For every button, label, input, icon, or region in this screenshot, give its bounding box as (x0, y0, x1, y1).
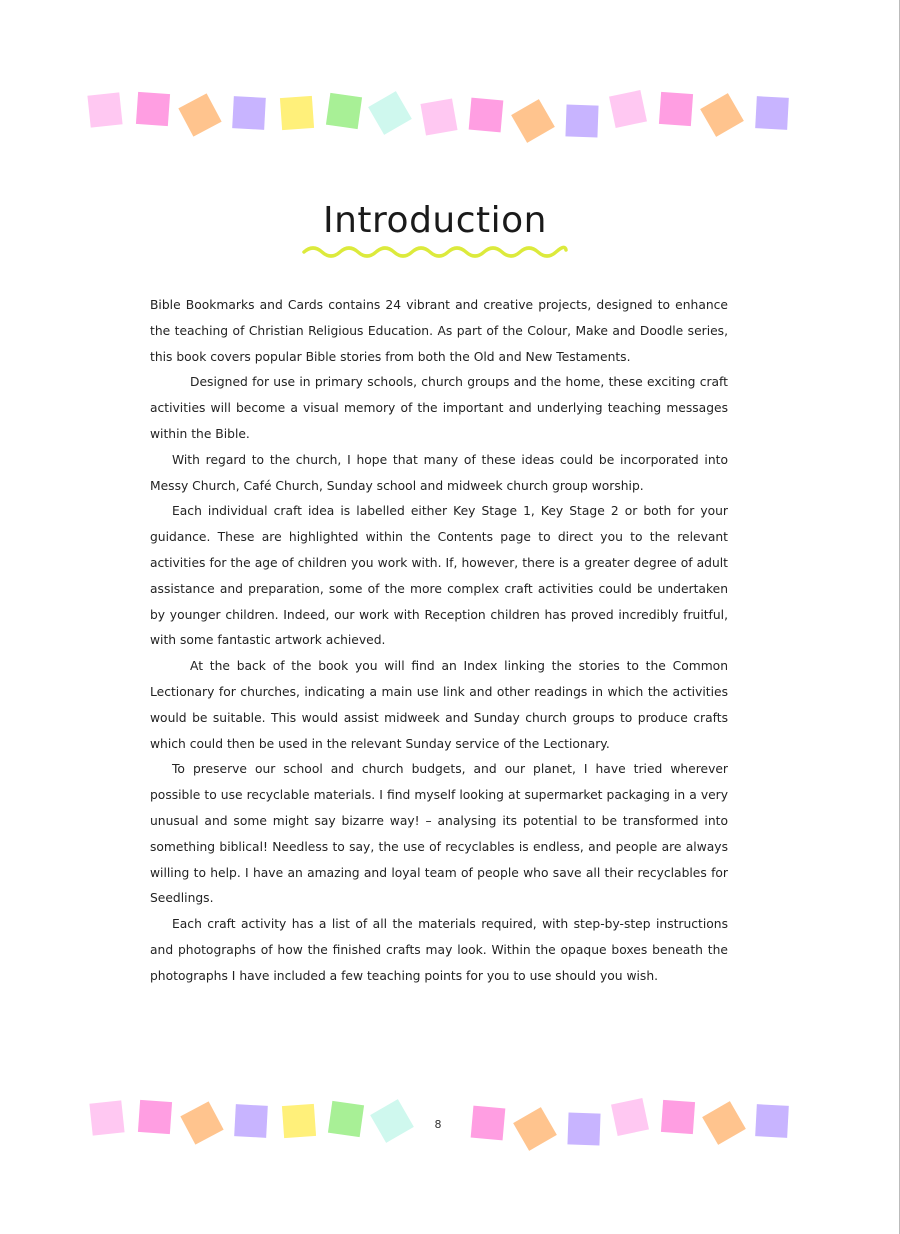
decor-square (513, 1107, 557, 1151)
intro-paragraph: To preserve our school and church budgets, and our planet, I have tried wherever possible to use recyclable materials. I find myself looking at supermarket packaging in a very unusual and some might say bizarre way! – analysing its potential to be transformed into something biblical! Needless to say, the use of recyclables is endless, and people are always willing to help. I have an amazing and loyal team of people who save all their recyclables for Seedlings. (150, 762, 728, 906)
top-square-border (0, 85, 900, 145)
decor-square (661, 1100, 695, 1134)
decor-square (282, 1104, 316, 1138)
decor-square (326, 93, 362, 129)
decor-square (87, 92, 122, 127)
decor-square (755, 96, 789, 130)
decor-square (370, 1099, 414, 1143)
intro-paragraph: Each individual craft idea is labelled either Key Stage 1, Key Stage 2 or both for your guidance. These are highlighted within the Contents page to direct you to the relevant activities for the age of children you work with. If, however, there is a greater degree of adult assistance and preparation, some of the more complex craft activities could be undertaken by younger children. Indeed, our work with Reception children has proved incredibly fruitful, with some fantastic artwork achieved. (150, 504, 728, 648)
decor-square (609, 90, 647, 128)
title-underline-squiggle (300, 240, 570, 260)
decor-square (180, 1101, 223, 1144)
decor-square (234, 1104, 268, 1138)
decor-square (136, 92, 170, 126)
decor-square (89, 1100, 124, 1135)
bottom-square-border (0, 1093, 900, 1153)
decor-square (471, 1106, 506, 1141)
page-title: Introduction (322, 200, 547, 241)
decor-square (565, 104, 598, 137)
decor-square (659, 92, 693, 126)
decor-square (702, 1101, 746, 1145)
page-number: 8 (434, 1118, 442, 1131)
decor-square (469, 98, 504, 133)
intro-paragraph: Designed for use in primary schools, church groups and the home, these exciting craft activities will become a visual memory of the important and underlying teaching messages within the Bible. (150, 375, 728, 441)
intro-paragraph: With regard to the church, I hope that many of these ideas could be incorporated into Messy Church, Café Church, Sunday school and midweek church group worship. (150, 452, 728, 493)
decor-square (280, 96, 314, 130)
decor-square (368, 91, 412, 135)
decor-square (567, 1112, 600, 1145)
decor-square (611, 1098, 649, 1136)
decor-square (700, 93, 744, 137)
intro-paragraph: At the back of the book you will find an Index linking the stories to the Common Lectionary for churches, indicating a main use link and other readings in which the activities would be suitable. This would assist midweek and Sunday church groups to produce crafts which could then be used in the relevant Sunday service of the Lectionary. (150, 659, 728, 751)
intro-paragraph: Bible Bookmarks and Cards contains 24 vibrant and creative projects, designed to enhance the teaching of Christian Religious Education. As part of the Colour, Make and Doodle series, this book covers popular Bible stories from both the Old and New Testaments. (150, 298, 728, 364)
decor-square (755, 1104, 789, 1138)
intro-body (150, 293, 728, 990)
decor-square (328, 1101, 364, 1137)
intro-paragraph: Each craft activity has a list of all the materials required, with step-by-step instructions and photographs of how the finished crafts may look. Within the opaque boxes beneath the photographs I have included a few teaching points for you to use should you wish. (150, 917, 728, 983)
decor-square (511, 99, 555, 143)
decor-square (420, 98, 457, 135)
decor-square (178, 93, 221, 136)
decor-square (138, 1100, 172, 1134)
decor-square (232, 96, 266, 130)
